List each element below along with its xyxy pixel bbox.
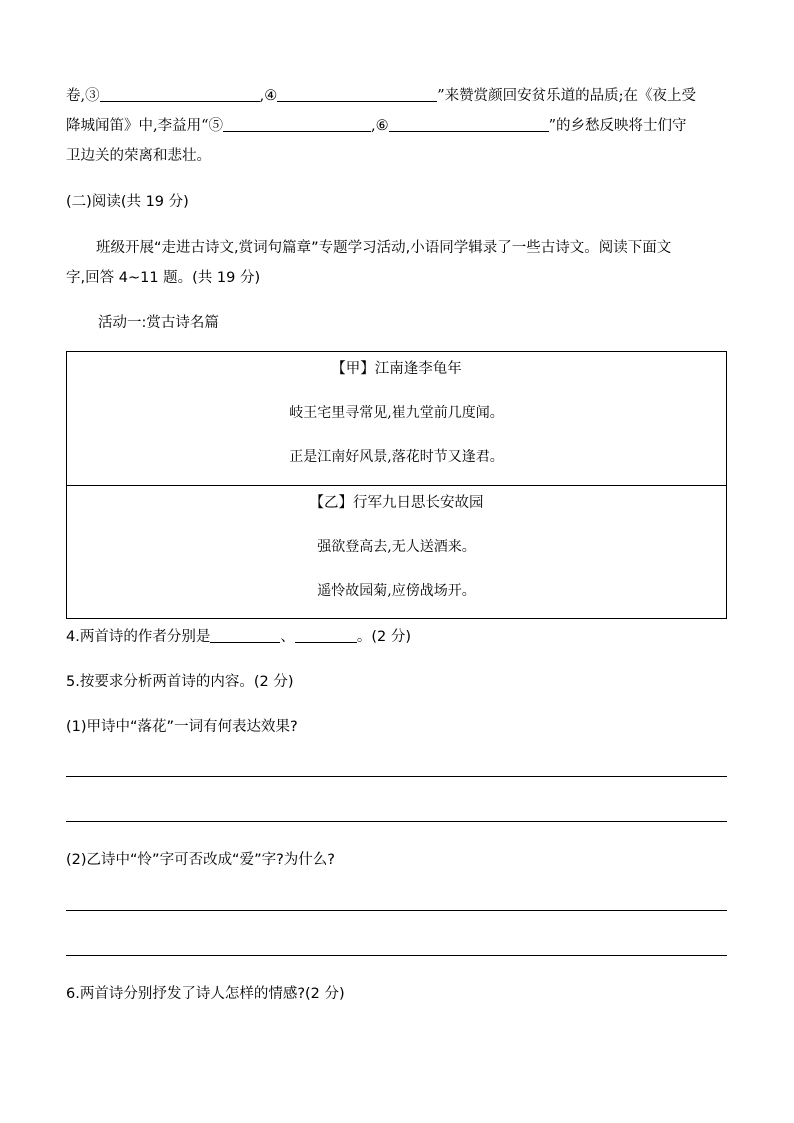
- poem-yi-title: 【乙】行军九日思长安故园: [309, 495, 484, 511]
- poem-jia-line-2: 正是江南好风景,落花时节又逢君。: [289, 449, 504, 465]
- answer-blank-5[interactable]: [223, 117, 371, 132]
- fill-in-text: 卷,③: [66, 88, 100, 104]
- poem-jia-line-1: 岐王宅里寻常见,崔九堂前几度闻。: [289, 405, 504, 421]
- fill-in-line-3: 卫边关的荣离和悲壮。: [66, 148, 211, 164]
- activity-title: 活动一:赏古诗名篇: [98, 315, 219, 331]
- section-heading: (二)阅读(共 19 分): [66, 194, 189, 210]
- fill-in-text: 降城闻笛》中,李益用“⑤: [66, 118, 224, 134]
- fill-in-text: ”来赞赏颜回安贫乐道的品质;在《夜上受: [437, 88, 697, 104]
- answer-blank-author-1[interactable]: [210, 628, 280, 643]
- poem-jia-title: 【甲】江南逢李龟年: [331, 361, 462, 377]
- answer-blank-3[interactable]: [100, 87, 260, 102]
- answer-blank-6[interactable]: [389, 117, 549, 132]
- fill-in-text: ,④: [259, 88, 278, 104]
- poem-table: [66, 351, 727, 619]
- answer-blank-author-2[interactable]: [295, 628, 357, 643]
- question-4-text: 4.两首诗的作者分别是: [66, 629, 211, 645]
- intro-line-1: 班级开展“走进古诗文,赏词句篇章”专题学习活动,小语同学辑录了一些古诗文。阅读下面文: [96, 240, 672, 256]
- poem-divider: [67, 485, 726, 486]
- answer-blank-4[interactable]: [277, 87, 437, 102]
- question-6: 6.两首诗分别抒发了诗人怎样的情感?(2 分): [66, 986, 345, 1002]
- answer-line[interactable]: [66, 955, 727, 956]
- question-5-1: (1)甲诗中“落花”一词有何表达效果?: [66, 719, 298, 735]
- question-4-separator: 、: [280, 629, 295, 645]
- fill-in-text: ”的乡愁反映将士们守: [548, 118, 687, 134]
- question-4: [66, 627, 411, 647]
- answer-line[interactable]: [66, 910, 727, 911]
- poem-yi-line-2: 遥怜故园菊,应傍战场开。: [317, 583, 476, 599]
- answer-line[interactable]: [66, 776, 727, 777]
- fill-in-line-2: [66, 116, 687, 136]
- question-5-2: (2)乙诗中“怜”字可否改成“爱”字?为什么?: [66, 852, 335, 868]
- answer-line[interactable]: [66, 821, 727, 822]
- fill-in-text: ,⑥: [371, 118, 389, 134]
- poem-yi-line-1: 强欲登高去,无人送酒来。: [317, 539, 476, 555]
- intro-line-2: 字,回答 4~11 题。(共 19 分): [66, 270, 261, 286]
- question-5: 5.按要求分析两首诗的内容。(2 分): [66, 674, 294, 690]
- question-4-points: 。(2 分): [356, 629, 411, 645]
- fill-in-line-1: [66, 86, 696, 106]
